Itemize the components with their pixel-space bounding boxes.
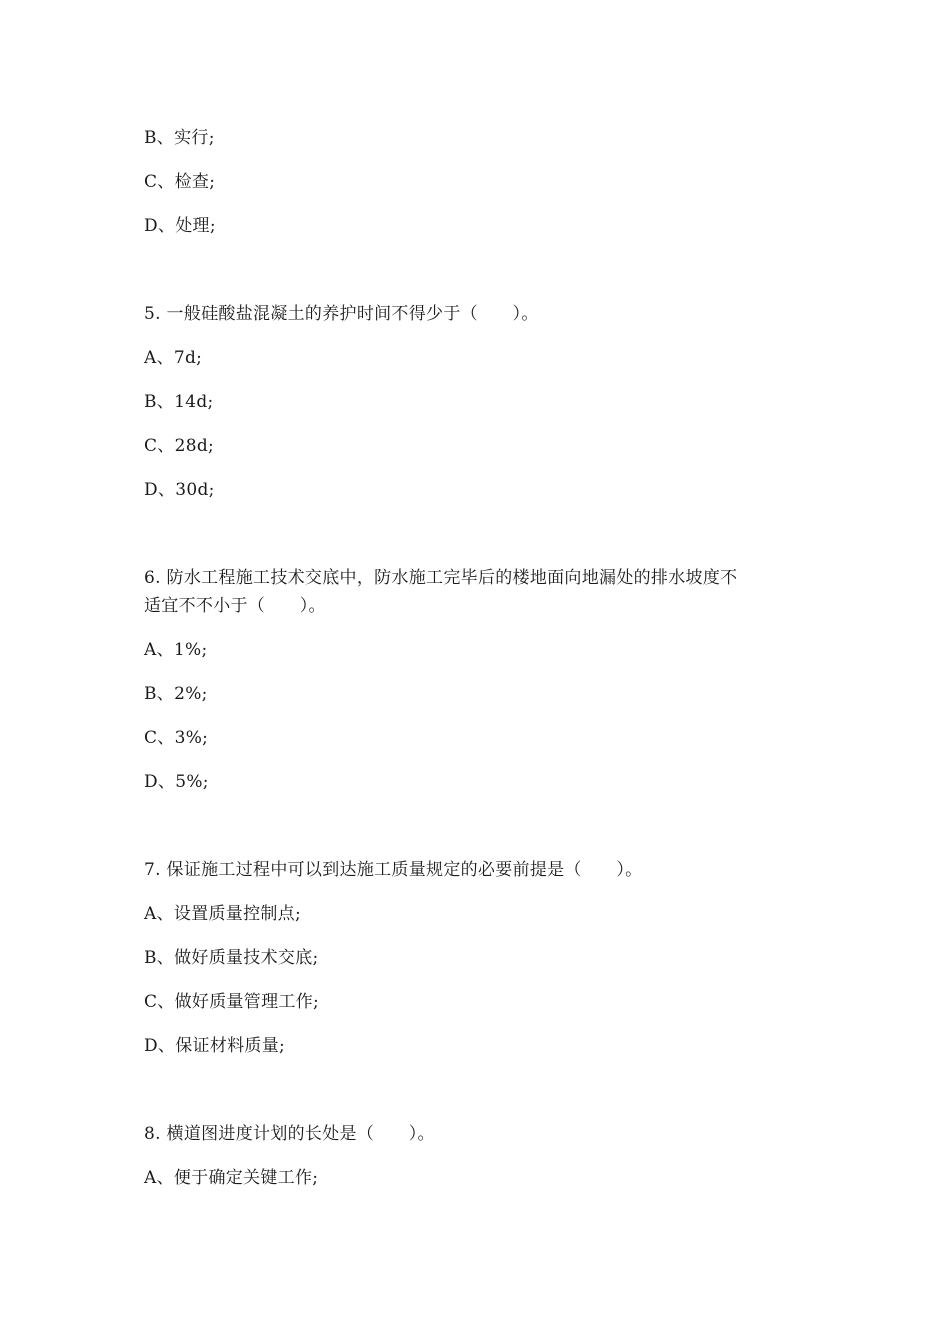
q6-option-a: A、1%; [144,640,208,660]
q4-option-b: B、实行; [144,128,215,148]
q7-question: 7. 保证施工过程中可以到达施工质量规定的必要前提是（ ）。 [144,860,643,880]
q7-option-c: C、做好质量管理工作; [144,992,320,1012]
q6-option-d: D、5%; [144,772,209,792]
q4-option-d: D、处理; [144,216,216,236]
q5-option-d: D、30d; [144,480,215,500]
q8-question: 8. 横道图进度计划的长处是（ ）。 [144,1124,435,1144]
q5-option-c: C、28d; [144,436,215,456]
q7-option-b: B、做好质量技术交底; [144,948,319,968]
q7-option-d: D、保证材料质量; [144,1036,286,1056]
q6-question-line1: 6. 防水工程施工技术交底中，防水施工完毕后的楼地面向地漏处的排水坡度不 [144,568,738,588]
q5-question: 5. 一般硅酸盐混凝土的养护时间不得少于（ ）。 [144,304,539,324]
q4-option-c: C、检查; [144,172,216,192]
q7-option-a: A、设置质量控制点; [144,904,302,924]
q8-option-a: A、便于确定关键工作; [144,1168,319,1188]
q5-option-a: A、7d; [144,348,203,368]
q6-option-b: B、2%; [144,684,208,704]
q6-option-c: C、3%; [144,728,209,748]
q5-option-b: B、14d; [144,392,214,412]
q6-question-line2: 适宜不不小于（ ）。 [144,596,326,616]
